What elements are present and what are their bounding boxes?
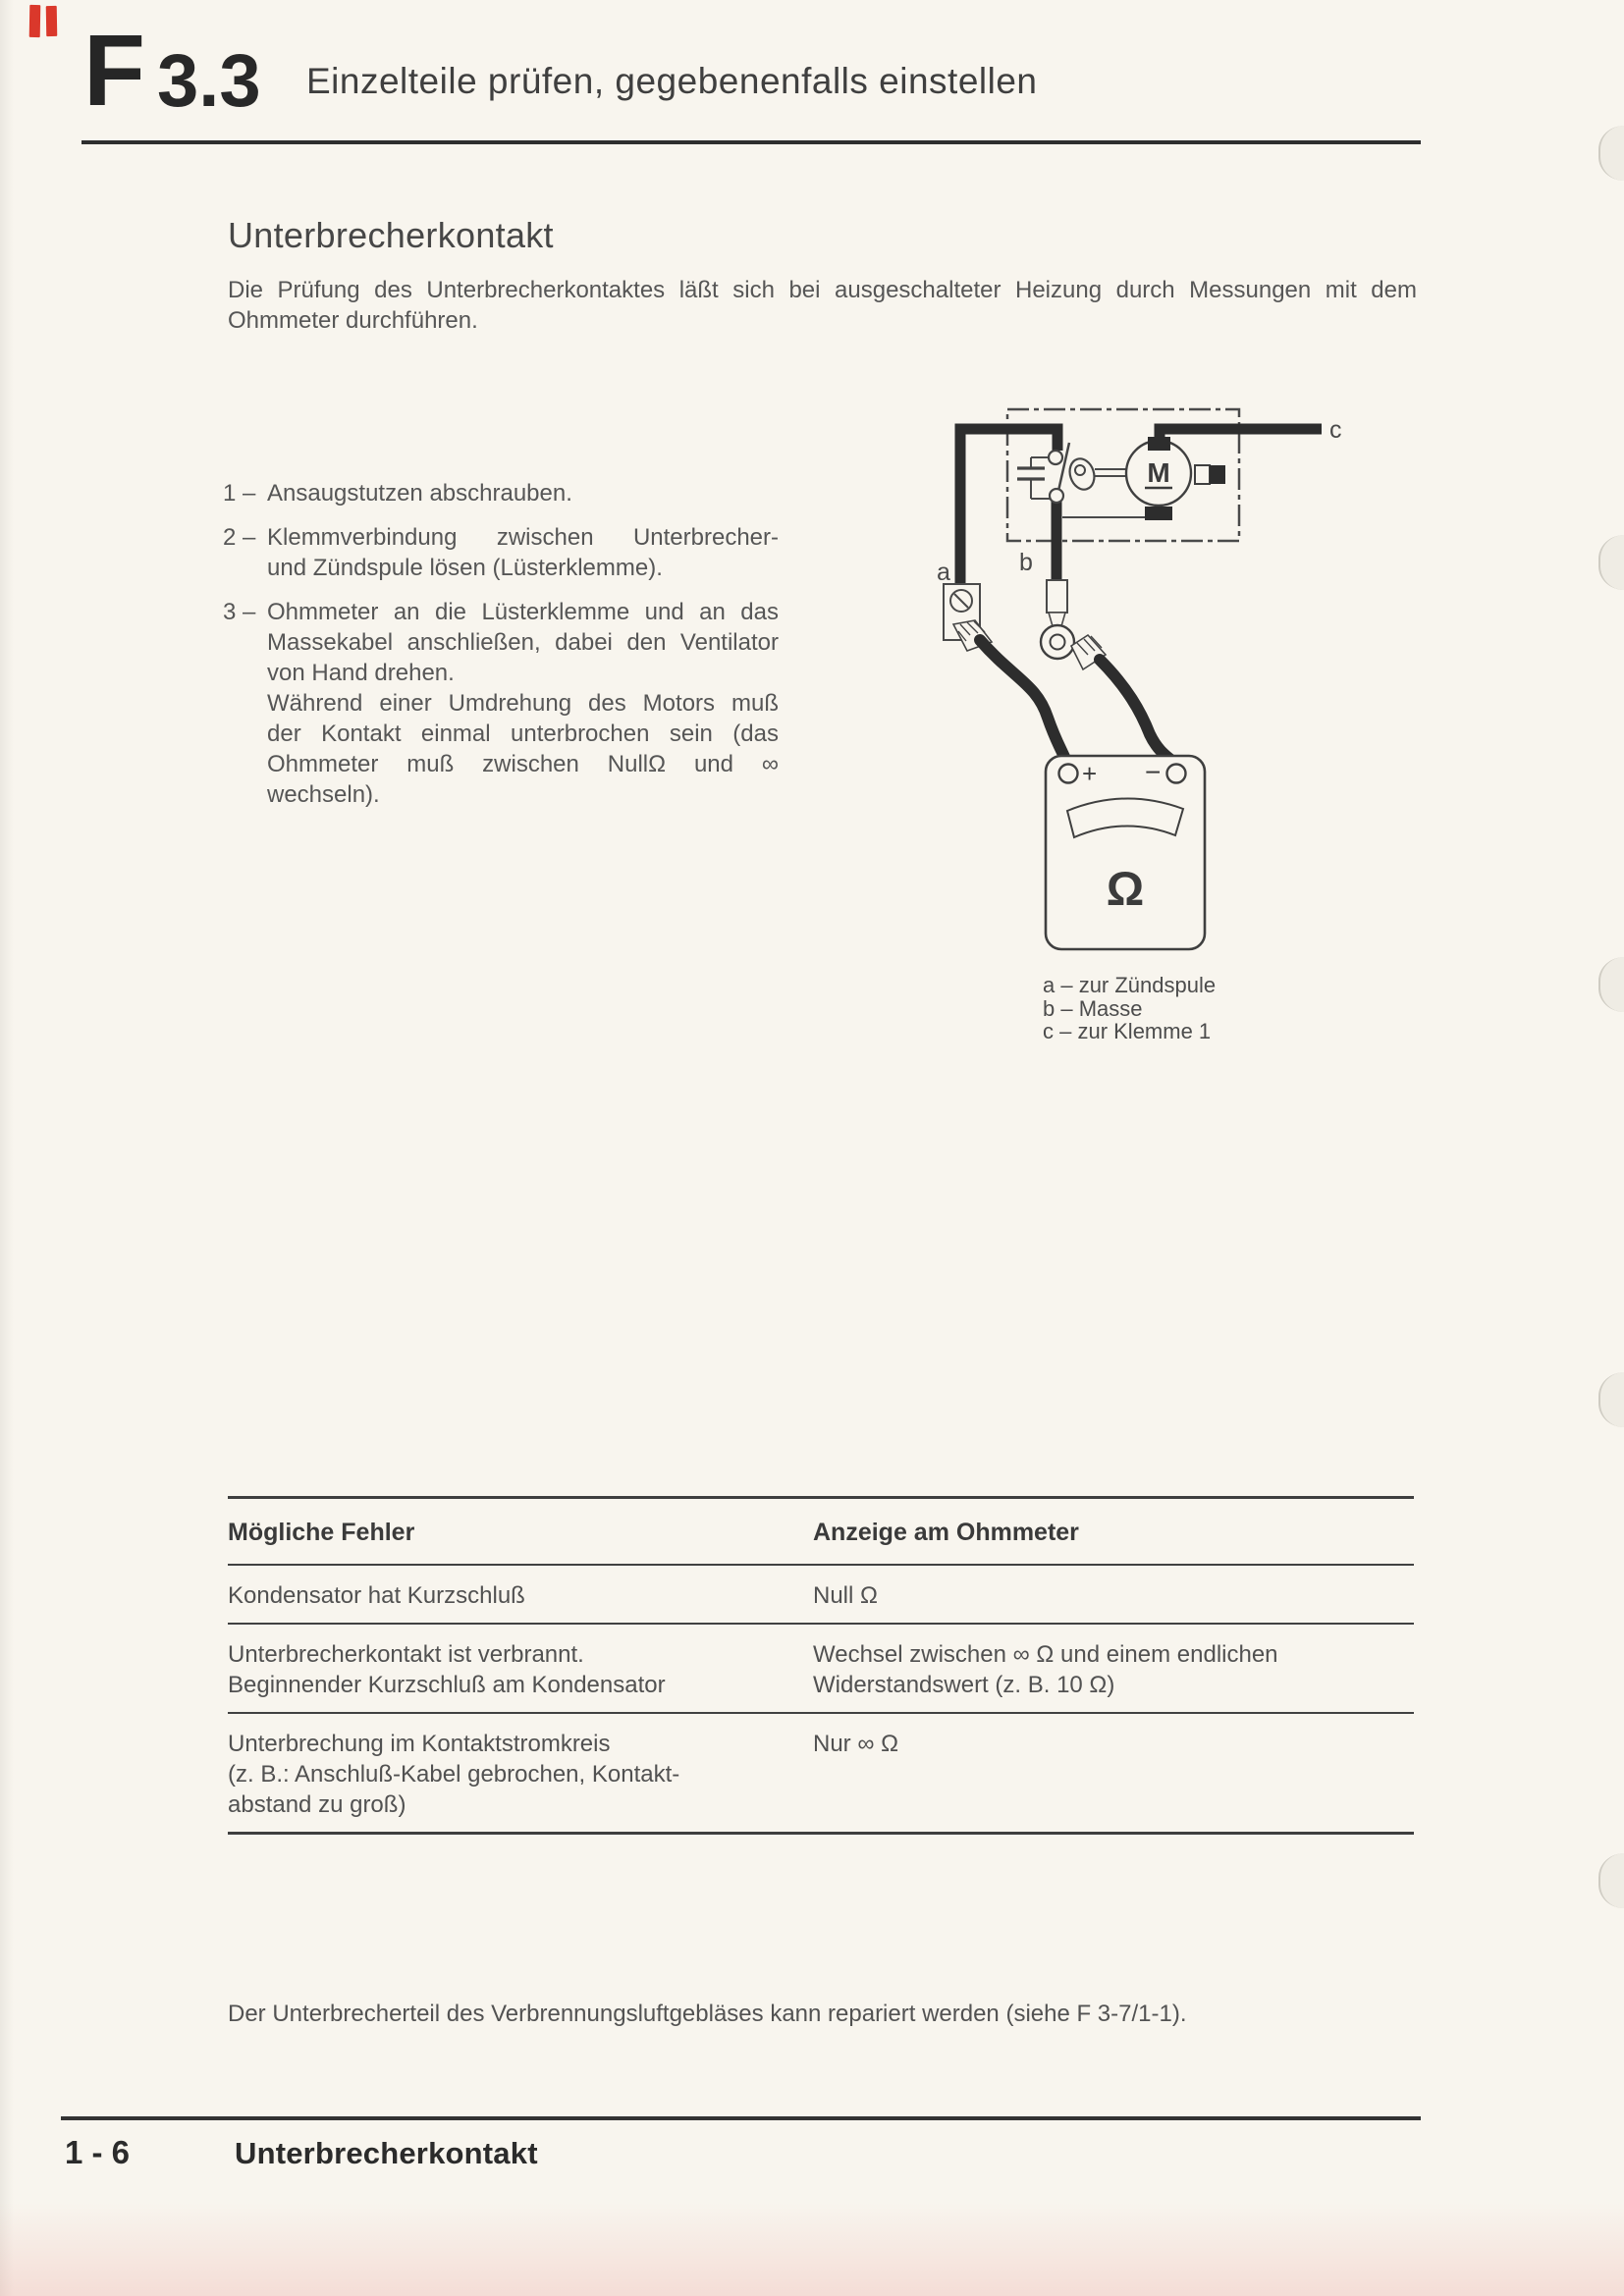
text-line: Ansaugstutzen abschrauben. [267, 480, 572, 507]
circuit-diagram [923, 388, 1492, 1075]
reading-cell [813, 1625, 1414, 1712]
red-registration-mark [29, 5, 41, 37]
cam-symbol [1066, 455, 1099, 493]
text-line: Beginnender Kurzschluß am Kondensator [228, 1672, 666, 1698]
fault-cell [228, 1566, 813, 1623]
breaker-contact-symbol [1049, 443, 1069, 503]
text-line: der Kontakt einmal unterbrochen sein (das [267, 721, 779, 747]
ground-link [1062, 513, 1151, 517]
label-b: b [1019, 549, 1033, 576]
step-number: 1 – [223, 480, 256, 507]
text-line: Nur ∞ Ω [813, 1731, 899, 1757]
page-curl-mark [1598, 957, 1624, 1012]
step-lines [267, 522, 779, 583]
motor-label: M [1147, 457, 1170, 488]
section-title: Unterbrecherkontakt [228, 215, 554, 255]
section-code: F [83, 14, 143, 127]
page-curl-mark [1598, 1853, 1624, 1908]
text-line: wechseln). [267, 781, 380, 808]
minus-sign: − [1145, 757, 1162, 787]
fault-cell [228, 1625, 813, 1712]
plus-terminal [1059, 765, 1078, 783]
text-line: (z. B.: Anschluß-Kabel gebrochen, Kontakt- [228, 1761, 680, 1788]
text-line: Widerstandswert (z. B. 10 Ω) [813, 1672, 1115, 1698]
page-curl-mark [1598, 126, 1624, 181]
text-line: b – Masse [1043, 995, 1143, 1021]
text-line: Unterbrechung im Kontaktstromkreis [228, 1731, 611, 1757]
table-row [228, 1564, 1414, 1623]
wire-a [960, 429, 1057, 584]
table-row [228, 1712, 1414, 1832]
step-lines [267, 597, 779, 810]
plus-sign: + [1082, 759, 1098, 788]
page-edge-shadow [0, 0, 14, 2296]
motor-brush-top [1148, 437, 1170, 451]
text-line: Ohmmeter durchführen. [228, 307, 478, 334]
step-lines [267, 478, 779, 508]
motor-brush-bottom [1145, 507, 1172, 520]
table-row [228, 1623, 1414, 1712]
fault-cell [228, 1714, 813, 1832]
text-line: Die Prüfung des Unterbrecherkontaktes läßt sich bei ausgeschalteter Heizung durch Messungen mit dem [228, 277, 1417, 303]
text-line: Ohmmeter an die Lüsterklemme und an das [267, 599, 779, 625]
text-line: c – zur Klemme 1 [1043, 1019, 1212, 1043]
scan-tint [0, 2203, 1624, 2296]
reading-cell [813, 1566, 1414, 1623]
ohm-symbol: Ω [1106, 864, 1145, 916]
test-lead-b [1100, 660, 1175, 764]
repair-note: Der Unterbrecherteil des Verbrennungsluftgebläses kann repariert werden (siehe F 3-7/1-1). [228, 2001, 1187, 2027]
step-item [223, 478, 779, 508]
text-line: und Zündspule lösen (Lüsterklemme). [267, 555, 663, 581]
text-line: abstand zu groß) [228, 1791, 406, 1818]
table-header-reading: Anzeige am Ohmmeter [813, 1519, 1079, 1546]
text-line: Unterbrecherkontakt ist verbrannt. [228, 1641, 584, 1668]
ohmmeter [1046, 756, 1205, 949]
text-line: Ohmmeter muß zwischen NullΩ und ∞ [267, 751, 779, 777]
text-line: Massekabel anschließen, dabei den Ventilator [267, 629, 779, 656]
text-line: von Hand drehen. [267, 660, 455, 686]
section-number: 3.3 [157, 39, 261, 123]
step-number: 2 – [223, 524, 256, 551]
text-line: a – zur Zündspule [1043, 973, 1217, 997]
footer-page-number: 1 - 6 [65, 2134, 131, 2170]
red-registration-mark [46, 6, 58, 36]
text-line: Kondensator hat Kurzschluß [228, 1582, 525, 1609]
table-header-row [228, 1499, 1414, 1564]
text-line: Klemmverbindung zwischen Unterbrecher- [267, 524, 779, 551]
label-c: c [1329, 416, 1342, 444]
step-item [223, 522, 779, 583]
diagram-legend [1043, 974, 1216, 1043]
footer-title: Unterbrecherkontakt [235, 2136, 538, 2170]
motor-symbol [1126, 437, 1191, 520]
page-curl-mark [1598, 535, 1624, 590]
table-header-fault: Mögliche Fehler [228, 1519, 415, 1546]
label-a: a [937, 559, 950, 586]
resistor-block [1195, 465, 1225, 484]
intro-paragraph [228, 275, 1417, 336]
fault-table [228, 1496, 1414, 1835]
step-item [223, 597, 779, 810]
header-subtitle: Einzelteile prüfen, gegebenenfalls einstellen [306, 61, 1038, 101]
footer-rule [61, 2116, 1421, 2120]
wire-c [1160, 429, 1322, 451]
reading-cell [813, 1714, 1414, 1832]
capacitor-symbol [1017, 468, 1045, 479]
text-line: Wechsel zwischen ∞ Ω und einem endlichen [813, 1641, 1278, 1668]
text-line: Null Ω [813, 1582, 878, 1609]
shaft-lines [1095, 469, 1126, 476]
procedure-steps [223, 478, 779, 824]
step-number: 3 – [223, 599, 256, 625]
page-curl-mark [1598, 1372, 1624, 1427]
minus-terminal [1167, 765, 1186, 783]
header-rule [81, 140, 1421, 144]
text-line: Während einer Umdrehung des Motors muß [267, 690, 779, 717]
